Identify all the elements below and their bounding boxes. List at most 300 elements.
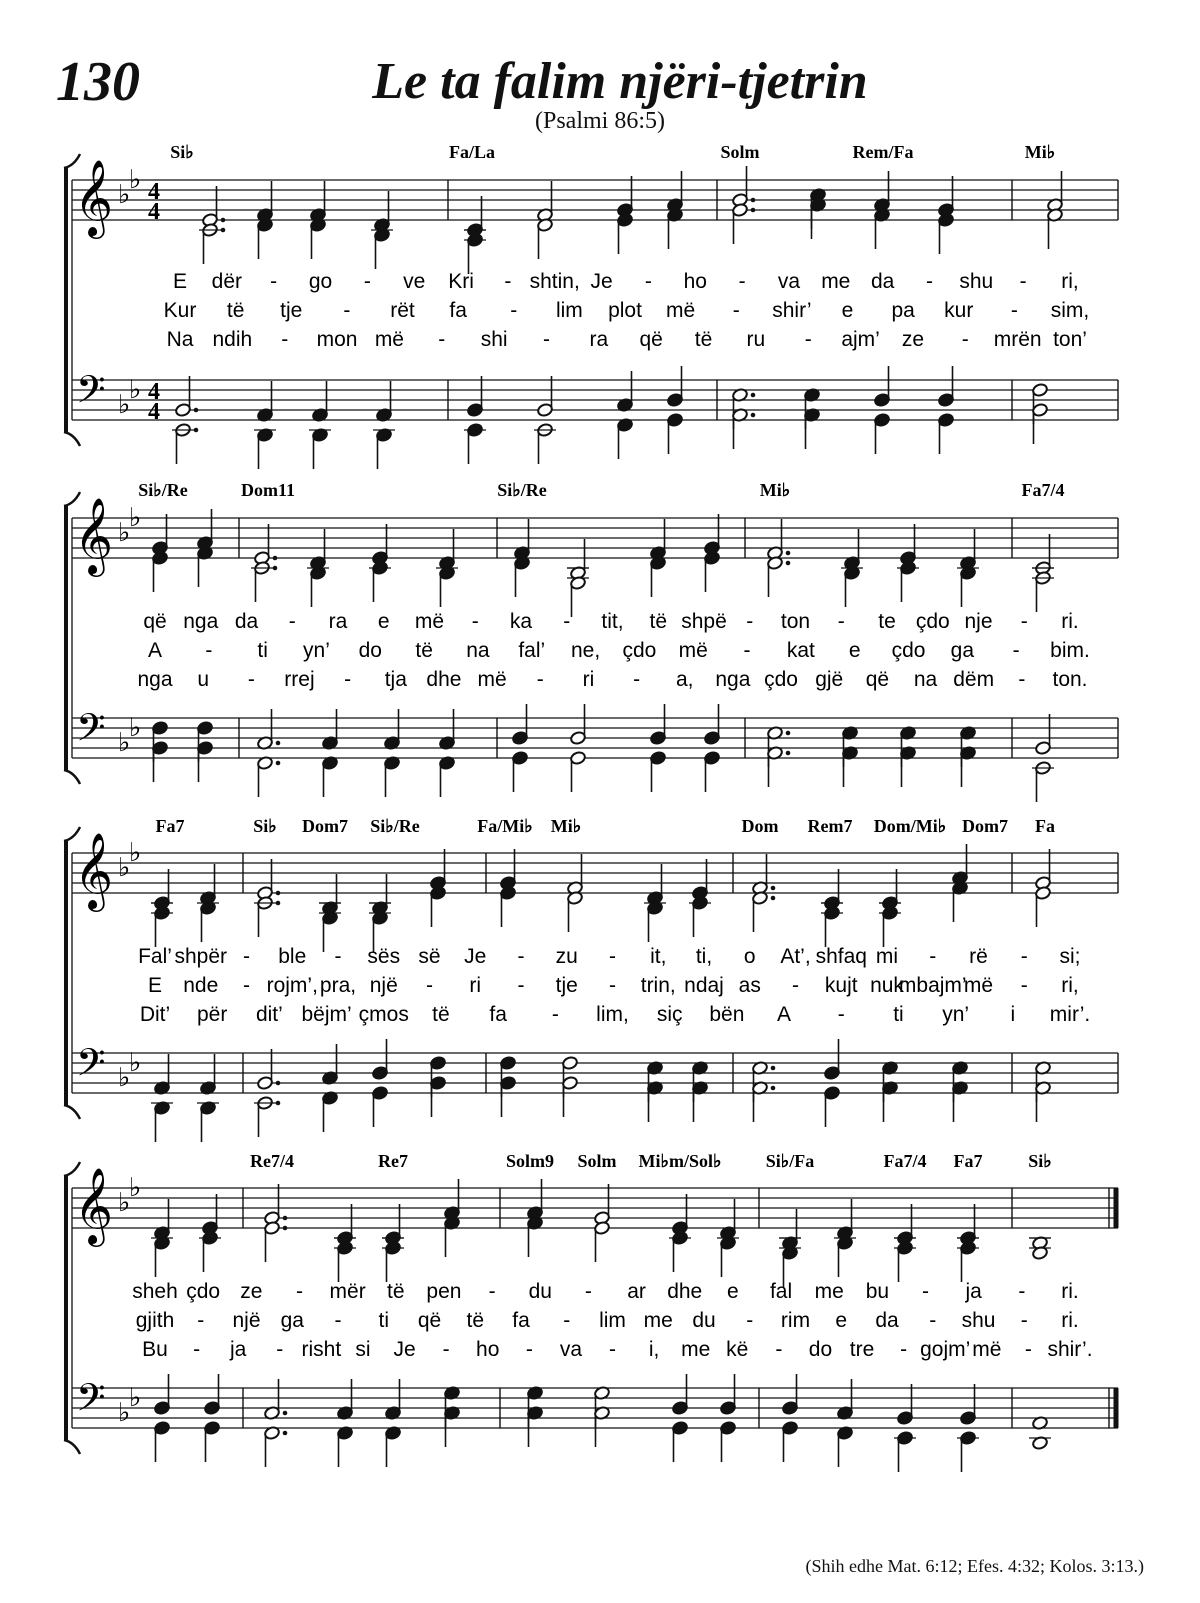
flat-e: ♭ (129, 375, 142, 405)
lyric-syllable: i, (648, 1338, 660, 1361)
lyric-syllable: do (358, 639, 382, 662)
hymn-number: 130 (56, 51, 140, 113)
chord-symbol: Fa7/4 (883, 1151, 927, 1171)
lyric-syllable: ndaj (684, 974, 724, 997)
lyric-syllable: E (147, 974, 163, 997)
treble-clef: 𝄞 (74, 1167, 114, 1244)
lyric-syllable: të (415, 639, 433, 662)
chord-symbol: Mi♭ (759, 480, 791, 500)
lyric-syllable: - (738, 270, 746, 293)
lyric-syllable: zu (555, 945, 578, 968)
lyric-syllable: Je (590, 270, 613, 293)
lyric-syllable: mër (329, 1280, 366, 1303)
lyric-syllable: - (775, 1338, 783, 1361)
bass-note-dot (276, 1081, 281, 1086)
lyric-syllable: na (466, 639, 490, 662)
flat-b: ♭ (118, 1398, 131, 1428)
lyric-syllable: rim (780, 1309, 811, 1332)
lyric-syllable: të (694, 328, 713, 351)
lyric-syllable: mbajm’ (898, 974, 967, 997)
lyric-syllable: Kri (448, 270, 474, 293)
lyric-syllable: të (226, 299, 245, 322)
chord-symbol: Fa (1035, 816, 1055, 836)
lyric-syllable: e (848, 639, 861, 662)
flat-b: ♭ (118, 180, 131, 210)
lyric-syllable: - (438, 328, 446, 351)
lyric-syllable: yn’ (303, 639, 330, 662)
time-signature-top: 4 (148, 379, 160, 405)
lyric-syllable: ti (893, 1003, 904, 1026)
bass-note-dot (771, 1066, 776, 1071)
lyric-syllable: - (197, 1309, 205, 1332)
lyric-syllable: - (900, 1338, 908, 1361)
lyric-syllable: fal (769, 1280, 793, 1303)
lyric-syllable: me (821, 270, 851, 293)
lyric-syllable: ton (780, 610, 811, 633)
lyric-syllable: ga (280, 1309, 304, 1332)
lyric-syllable: pen (426, 1280, 462, 1303)
lyric-syllable: e (835, 1309, 848, 1332)
lyric-syllable: - (644, 270, 652, 293)
lyric-syllable: dhe (426, 668, 462, 691)
bracket-bottom (64, 1440, 80, 1454)
bass-lower-note-dot (276, 761, 281, 766)
treble-note-dot (771, 886, 776, 891)
treble-note-dot (283, 1216, 288, 1221)
chord-symbol: Si♭/Fa (765, 1151, 815, 1171)
lyric-syllable: kat (786, 639, 815, 662)
lyric-syllable: bu (865, 1280, 890, 1303)
lyric-syllable: - (563, 610, 571, 633)
lyric-syllable: si; (1059, 945, 1081, 968)
lyric-syllable: ze (240, 1280, 263, 1303)
chord-symbol: Dom (741, 816, 779, 836)
chord-symbol: Dom/Mi♭ (873, 816, 947, 836)
lyric-syllable: va (559, 1338, 583, 1361)
lyric-syllable: sim, (1050, 299, 1090, 322)
lyric-syllable: - (925, 270, 933, 293)
lyric-syllable: - (193, 1338, 201, 1361)
scripture-reference: (Psalmi 86:5) (535, 108, 665, 134)
treble-note-dot (786, 551, 791, 556)
lyric-syllable: shir’. (1047, 1338, 1093, 1361)
chord-symbol: Mi♭ (550, 816, 582, 836)
lyric-syllable: që (865, 668, 890, 691)
lyric-syllable: gjith (135, 1309, 175, 1332)
lyric-syllable: - (609, 1338, 616, 1361)
treble-clef: 𝄞 (74, 497, 114, 574)
lyric-syllable: - (1018, 1280, 1026, 1303)
lyric-syllable: Je (464, 945, 487, 968)
lyric-syllable: a, (675, 668, 694, 691)
lyric-syllable: sës (367, 945, 401, 968)
lyric-syllable: e (727, 1280, 739, 1303)
chord-symbol: Si♭ (170, 142, 194, 162)
lyric-syllable: fa (449, 299, 467, 322)
lyric-syllable: as (738, 974, 761, 997)
lyric-syllable: - (344, 668, 352, 691)
lyric-syllable: - (746, 1309, 754, 1332)
chord-symbol: Fa7/4 (1021, 480, 1065, 500)
system-3 (64, 816, 1118, 1142)
chord-symbol: Si♭/Re (138, 480, 188, 500)
bracket-bottom (64, 770, 80, 784)
lyric-syllable: du (692, 1309, 716, 1332)
lyric-syllable: që (639, 328, 663, 351)
chord-symbol: Solm (720, 142, 760, 162)
lyric-syllable: së (418, 945, 441, 968)
lyric-syllable: çdo (764, 668, 798, 691)
chord-symbol: Si♭/Re (497, 480, 547, 500)
lyric-syllable: shi (480, 328, 508, 351)
lyric-syllable: - (334, 945, 342, 968)
flat-b: ♭ (118, 1063, 131, 1093)
lyric-syllable: më (678, 639, 708, 662)
bass-clef: 𝄢 (76, 367, 106, 421)
lyric-syllable: - (510, 299, 518, 322)
lyric-syllable: shu (961, 1309, 996, 1332)
lyric-syllable: bëjm’ (301, 1003, 352, 1026)
lyric-syllable: - (563, 1309, 571, 1332)
lyric-syllable: - (743, 639, 751, 662)
lyric-syllable: - (1018, 668, 1026, 691)
lyric-syllable: - (837, 610, 845, 633)
chord-symbol: Si♭/Re (370, 816, 420, 836)
chord-symbol: Fa7 (953, 1151, 983, 1171)
lyric-syllable: - (837, 1003, 845, 1026)
lyric-syllable: ka (509, 610, 533, 633)
lyric-syllable: ho (683, 270, 707, 293)
lyric-syllable: - (542, 328, 550, 351)
lyric-syllable: - (504, 270, 512, 293)
lyric-syllable: - (205, 639, 213, 662)
lyric-syllable: që (143, 610, 167, 633)
lyric-syllable: më (666, 299, 696, 322)
flat-b: ♭ (118, 728, 131, 758)
lyric-syllable: - (525, 1338, 533, 1361)
bass-note-dot (194, 408, 199, 413)
lyric-syllable: ri (469, 974, 482, 997)
flat-e: ♭ (129, 165, 142, 195)
lyric-syllable: - (247, 668, 255, 691)
lyric-syllable: - (471, 610, 479, 633)
lyric-syllable: - (1020, 974, 1028, 997)
lyric-syllable: - (633, 668, 641, 691)
lyric-syllable: A (147, 639, 163, 662)
lyric-syllable: ja (230, 1338, 247, 1361)
lyric-syllable: çdo (622, 639, 657, 662)
lyric-syllable: të (649, 610, 668, 633)
lyric-syllable: çmos (358, 1003, 409, 1026)
flat-b: ♭ (118, 1188, 131, 1218)
lyric-syllable: - (584, 1280, 592, 1303)
lyric-syllable: dit’ (255, 1003, 283, 1026)
lyric-syllable: nga (183, 610, 219, 633)
system-4 (64, 1151, 1118, 1472)
chord-symbol: Fa/Mi♭ (477, 816, 533, 836)
bass-note-dot (786, 731, 791, 736)
lyric-syllable: - (288, 610, 296, 633)
lyric-syllable: lim (555, 299, 583, 322)
lyric-syllable: me (681, 1338, 711, 1361)
lyric-syllable: ti (378, 1309, 389, 1332)
treble-lower-note-dot (283, 1226, 288, 1231)
lyric-syllable: nde (183, 974, 219, 997)
lyric-syllable: do (808, 1338, 833, 1361)
lyric-syllable: dhe (667, 1280, 703, 1303)
lyric-syllable: - (295, 1280, 303, 1303)
treble-lower-note-dot (786, 561, 791, 566)
lyric-syllable: çdo (915, 610, 950, 633)
lyric-syllable: ga (950, 639, 975, 662)
lyric-syllable: Je (393, 1338, 416, 1361)
lyric-syllable: me (643, 1309, 673, 1332)
lyric-syllable: nje (964, 610, 993, 633)
hymn-title: Le ta falim njëri-tjetrin (372, 53, 868, 110)
chord-symbol: Rem/Fa (852, 142, 914, 162)
bass-clef: 𝄢 (76, 1375, 106, 1429)
lyric-syllable: çdo (186, 1280, 221, 1303)
lyric-syllable: ble (278, 945, 307, 968)
lyric-syllable: du (528, 1280, 552, 1303)
bass-clef: 𝄢 (76, 1040, 106, 1094)
lyric-syllable: - (276, 1338, 284, 1361)
lyric-syllable: shpë (681, 610, 727, 633)
lyric-syllable: - (1020, 610, 1028, 633)
lyric-syllable: - (929, 945, 937, 968)
treble-note-dot (751, 198, 756, 203)
lyric-syllable: va (777, 270, 801, 293)
lyric-syllable: gjë (815, 668, 844, 691)
lyric-syllable: si (355, 1338, 371, 1361)
treble-note-dot (273, 556, 278, 561)
lyric-syllable: kë (726, 1338, 749, 1361)
lyric-syllable: trin, (640, 974, 676, 997)
time-signature-bottom: 4 (148, 399, 160, 425)
chord-symbol: Mi♭ (1024, 142, 1056, 162)
lyric-syllable: fa (512, 1309, 530, 1332)
flat-e: ♭ (129, 503, 142, 533)
lyric-syllable: tja (384, 668, 407, 691)
chord-symbol: Fa/La (448, 142, 496, 162)
lyric-syllable: da (234, 610, 259, 633)
lyric-syllable: yn’ (942, 1003, 970, 1026)
lyric-syllable: - (334, 1309, 342, 1332)
chord-symbol: Solm (577, 1151, 617, 1171)
time-signature-bottom: 4 (148, 199, 160, 225)
lyric-syllable: e (841, 299, 854, 322)
lyric-syllable: që (417, 1309, 442, 1332)
lyric-syllable: A (777, 1003, 792, 1026)
treble-lower-note-dot (771, 896, 776, 901)
lyric-syllable: ru (746, 328, 766, 351)
treble-lower-note-dot (276, 901, 281, 906)
flat-e: ♭ (129, 713, 142, 743)
flat-e: ♭ (129, 1048, 142, 1078)
treble-note-dot (276, 891, 281, 896)
lyric-syllable: ja (965, 1280, 982, 1303)
lyric-syllable: lim, (596, 1003, 629, 1026)
bass-lower-note-dot (751, 413, 756, 418)
lyric-syllable: ho (476, 1338, 500, 1361)
lyric-syllable: Dit’ (139, 1003, 171, 1026)
lyric-syllable: At’, (780, 945, 811, 968)
lyric-syllable: një (369, 974, 398, 997)
lyric-syllable: ri, (1061, 974, 1079, 997)
lyric-syllable: i (1010, 1003, 1016, 1026)
lyric-syllable: ri (582, 668, 595, 691)
chord-symbol: Fa7 (155, 816, 185, 836)
lyric-syllable: - (1020, 945, 1028, 968)
lyric-syllable: rrej (284, 668, 315, 691)
bass-lower-note-dot (283, 1431, 288, 1436)
lyric-syllable: plot (608, 299, 642, 322)
chord-symbol: Re7 (378, 1151, 408, 1171)
lyric-syllable: - (536, 668, 544, 691)
bass-lower-note-dot (786, 751, 791, 756)
lyric-syllable: ne, (570, 639, 601, 662)
flat-e: ♭ (129, 1383, 142, 1413)
lyric-syllable: bim. (1050, 639, 1090, 662)
lyric-syllable: - (961, 328, 969, 351)
lyric-syllable: ve (403, 270, 426, 293)
lyric-syllable: shu (959, 270, 994, 293)
lyric-syllable: - (243, 974, 250, 997)
lyric-syllable: - (517, 974, 525, 997)
lyric-syllable: ajm’ (841, 328, 880, 351)
lyric-syllable: - (343, 299, 351, 322)
lyric-syllable: ra (589, 328, 609, 351)
lyric-syllable: më (477, 668, 507, 691)
lyric-syllable: da (875, 1309, 899, 1332)
lyric-syllable: çdo (891, 639, 926, 662)
treble-clef: 𝄞 (74, 832, 114, 909)
lyric-syllable: fa (489, 1003, 507, 1026)
lyric-syllable: një (232, 1309, 261, 1332)
lyric-syllable: nuk (870, 974, 904, 997)
lyric-syllable: më (972, 1338, 1002, 1361)
system-2 (64, 480, 1118, 802)
lyric-syllable: shtin, (529, 270, 580, 293)
flat-b: ♭ (118, 853, 131, 883)
lyric-syllable: - (517, 945, 525, 968)
lyric-syllable: tre (849, 1338, 875, 1361)
lyric-syllable: me (814, 1280, 844, 1303)
lyric-syllable: lim (599, 1309, 626, 1332)
lyric-syllable: - (1019, 270, 1027, 293)
lyric-syllable: o (743, 945, 756, 968)
lyric-syllable: ti (257, 639, 268, 662)
lyric-syllable: - (442, 1338, 450, 1361)
system-1 (64, 142, 1118, 469)
treble-lower-note-dot (273, 566, 278, 571)
lyric-syllable: të (432, 1003, 450, 1026)
chord-symbol: Solm9 (505, 1151, 555, 1171)
lyric-syllable: siç (656, 1003, 683, 1026)
lyric-syllable: ze (901, 328, 925, 351)
lyric-syllable: ti, (695, 945, 713, 968)
lyric-syllable: - (281, 328, 289, 351)
bass-lower-note-dot (771, 1086, 776, 1091)
lyric-syllable: - (929, 1309, 937, 1332)
lyric-syllable: shir’ (772, 299, 812, 322)
lyric-syllable: u (197, 668, 210, 691)
lyric-syllable: - (1020, 1309, 1028, 1332)
lyric-syllable: - (243, 945, 250, 968)
lyric-syllable: da (870, 270, 895, 293)
lyric-syllable: ton. (1052, 668, 1088, 691)
lyric-syllable: ri, (1061, 270, 1079, 293)
lyric-syllable: shpër (174, 945, 228, 968)
bass-note-dot (283, 1411, 288, 1416)
lyric-syllable: rët (390, 299, 415, 322)
lyric-syllable: pra, (319, 974, 357, 997)
lyric-syllable: rojm’, (266, 974, 318, 997)
lyric-syllable: ri. (1061, 610, 1079, 633)
lyric-syllable: kujt (824, 974, 858, 997)
lyric-syllable: - (922, 1280, 930, 1303)
lyric-syllable: ra (328, 610, 348, 633)
chord-symbol: Dom11 (241, 480, 295, 500)
lyric-syllable: Kur (163, 299, 197, 322)
lyric-syllable: tje (555, 974, 578, 997)
lyric-syllable: kur (944, 299, 974, 322)
lyric-syllable: për (197, 1003, 228, 1026)
lyric-syllable: go (308, 270, 333, 293)
lyric-syllable: nga (715, 668, 751, 691)
lyric-syllable: Bu (142, 1338, 168, 1361)
lyric-syllable: e (377, 610, 390, 633)
time-signature-top: 4 (148, 179, 160, 205)
lyric-syllable: E (172, 270, 188, 293)
bracket-bottom (64, 1105, 80, 1119)
chord-symbol: Re7/4 (250, 1151, 294, 1171)
lyric-syllable: - (1012, 639, 1020, 662)
lyric-syllable: më (414, 610, 445, 633)
lyric-syllable: ar (627, 1280, 646, 1303)
lyric-syllable: Na (166, 328, 194, 351)
lyric-syllable: mir’. (1049, 1003, 1091, 1026)
lyric-syllable: bën (709, 1003, 745, 1026)
treble-lower-note-dot (751, 208, 756, 213)
lyric-syllable: sheh (132, 1280, 178, 1303)
treble-lower-note-dot (221, 228, 226, 233)
lyric-syllable: - (792, 974, 799, 997)
lyric-syllable: - (551, 1003, 559, 1026)
chord-symbol: Si♭ (1028, 1151, 1052, 1171)
lyric-syllable: - (270, 270, 278, 293)
lyric-syllable: te (878, 610, 896, 633)
chord-symbol: Mi♭m/Sol♭ (638, 1151, 722, 1171)
treble-clef: 𝄞 (74, 159, 114, 236)
flat-e: ♭ (129, 838, 142, 868)
lyric-syllable: mon (316, 328, 358, 351)
bass-clef: 𝄢 (76, 705, 106, 759)
lyric-syllable: më (963, 974, 994, 997)
lyric-syllable: fal’ (518, 639, 546, 662)
lyric-syllable: gojm’ (920, 1338, 971, 1361)
footnote: (Shih edhe Mat. 6:12; Efes. 4:32; Kolos. 3:13.) (805, 1556, 1144, 1576)
lyric-syllable: ri. (1061, 1309, 1079, 1332)
lyric-syllable: tje (280, 299, 303, 322)
bass-lower-note-dot (194, 428, 199, 433)
lyric-syllable: ton’ (1053, 328, 1087, 351)
chord-symbol: Rem7 (807, 816, 853, 836)
lyric-syllable: shfaq (815, 945, 867, 968)
lyric-syllable: - (804, 328, 812, 351)
lyric-syllable: - (609, 945, 616, 968)
lyric-syllable: ndih (212, 328, 253, 351)
